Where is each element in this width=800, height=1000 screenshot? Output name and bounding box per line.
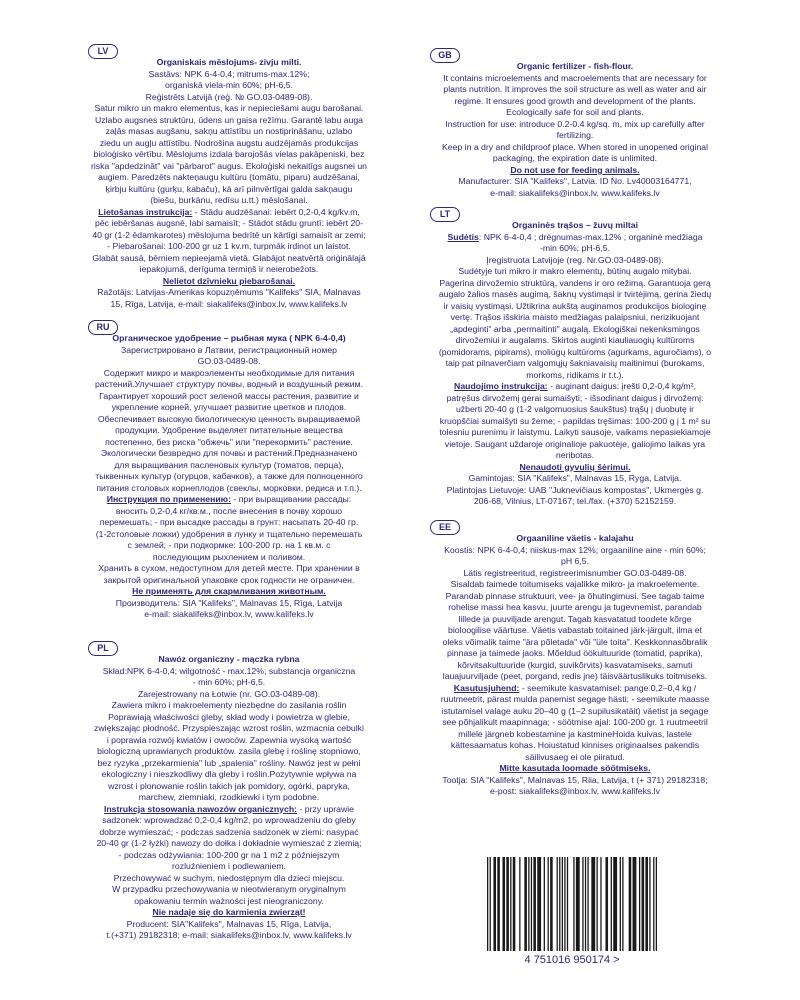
pl-line-4: Zarejestrowany na Łotwie (nr. GO.03-0489-08). (137, 688, 321, 699)
barcode-bar (544, 857, 545, 951)
lt-line-2: Sudėtis: NPK 6-4-0,4 ; drėgnumas-max.12% ; organinė medžiaga (447, 231, 703, 242)
lt-line-18: kruopščiai sumaišyti su žeme; - papildas tręšimas: 100-200 g į 1 m² su (439, 415, 711, 426)
lv-line-18: Glabāt sausā, bērniem nepieejamā vietā. Glabājot neatvērtā oriģinālajā (92, 252, 366, 263)
ee-line-12: kõrvitsakultuuride (kurgid, suvikõrvits) kasvatamiseks, samuti (457, 659, 693, 670)
ee-line-7: rohelise massi hea kasvu, juurte arengu ja tugevnemist, parandab (448, 602, 702, 612)
pl-line-18: - podczas odżywiania: 100-200 gr na 1 m2 z późniejszym (118, 849, 340, 860)
lt-line-12: (pomidorams, pipirams), moliūgų kultūroms (agurkams, aguročiams), o (438, 346, 712, 357)
barcode-bar (497, 857, 500, 951)
pl-line-17: 20-40 gr (1-2 łyżki) nawozy do dołka i dokładnie wymieszać z ziemią; (96, 838, 362, 848)
gb-line-5: Ecologically safe for soil and plants. (506, 107, 644, 117)
lv-line-15: pēc iebēršanas augsnē, labi samaisīt; - Stādot stādu gruntī: iebērt 20- (94, 218, 364, 228)
gb-line-7: fertilizing. (556, 130, 594, 140)
pl-line-1: Nawóz organiczny - mączka rybna (158, 654, 300, 664)
ee-line-6: Parandab pinnase struktuuri, vee- ja õhutingimusi. See tagab taime (445, 590, 705, 601)
barcode-bar (596, 857, 597, 951)
ru-line-13: тыквенных культур (огурцов, кабачков), а также для полноценного (95, 471, 363, 481)
pl-line-24: Producent: SIA"Kalifeks", Malnavas 15, Rīga, Latvija, (126, 918, 332, 929)
ee-line-10: oleks võimalik taime "ära põletada" või "üle toita". Keskkonnasõbralik (442, 636, 708, 647)
lv-line-13: (biešu, burkānu, redīsu u.tt.) mēslošanai. (150, 195, 308, 205)
ru-line-25: e-mail: siakalifeks@inbox.lv, www.kalifeks.lv (144, 609, 314, 619)
language-badge-pl: PL (88, 641, 118, 656)
section-ee (430, 520, 720, 798)
barcode-bar (653, 857, 654, 951)
ru-line-16: вносить 0,2-0,4 кг/кв.м., после внесения в почву хорошо (115, 505, 343, 516)
barcode-bar (524, 857, 527, 951)
ee-line-2: Koostis: NPK 6-4-0,4; niiskus-max 12%; orgaaniline aine - min 60%; (444, 544, 706, 555)
ee-line-4: Lätis registreeritud, registreerimisnumber GO.03-0489-08. (463, 567, 687, 578)
lv-line-7: zaļās masas augšanu, sakņu attīstību un nostiprināšanu, uzlabo (105, 126, 353, 136)
gb-line-8: Keep in a dry and childproof place. When stored in unopened original (441, 141, 709, 152)
barcode-bar (513, 857, 516, 951)
language-badge-ee: EE (430, 520, 460, 535)
lt-line-21: neribotas. (555, 450, 595, 460)
gb-line-9: packaging, the expiration date is unlimited. (492, 153, 658, 163)
section-lt-text (430, 207, 720, 508)
barcode-bar (629, 857, 632, 951)
lt-line-9: vertę. Trąšos išskiria maisto medžiagas palaipsniui, nerizikuojant (450, 312, 700, 322)
lt-line-6: Pagerina dirvožemio struktūrą, vandens ir oro režimą. Garantuoja gerą (439, 277, 711, 288)
pl-line-23: Nie nadaje się do karmienia zwierząt! (152, 907, 306, 917)
lt-line-23: Gamintojas: SIA "Kalifeks", Malnavas 15, Ryga, Latvija. (468, 473, 682, 483)
barcode-bar (564, 857, 565, 951)
barcode-bar (639, 857, 640, 951)
section-lt (430, 207, 720, 508)
pl-line-22: opakowaniu termin ważności jest nieograniczony. (134, 895, 324, 906)
barcode-bars (487, 857, 657, 951)
barcode-bar (620, 857, 621, 951)
ru-line-2: Зарегистрировано в Латвии, регистрационный номер (120, 344, 338, 355)
lt-line-13: taip pat pilnaverčiam valgomųjų šakniavaisių maitinimui (burokams, (445, 358, 705, 368)
ee-line-20: säilivusaeg ei ole piiratud. (525, 751, 625, 762)
section-gb-text (430, 48, 720, 199)
pl-line-20: Przechowywać w suchym, niedostępnym dla dzieci miejscu. (113, 872, 345, 883)
lv-line-10: riska "apdedzināt" vai "pārbarot" augus. Ekoloģiski nekaitīgs augsnei un (90, 160, 368, 171)
pl-line-12: wzrost i plonowanie roślin takich jak pomidory, ogórki, papryka, (108, 780, 350, 791)
lt-line-15: Naudojimo instrukcija: - auginant daigus: įrešti 0,2-0,4 kg/m², (454, 381, 696, 391)
ee-line-23: e-post: siakalifeks@inbox.lv, www.kalifeks.lv (490, 786, 660, 796)
barcode-bar (533, 857, 536, 951)
ee-line-18: millele järgneb kobestamine ja kastmineHoida kuivas, lastele (458, 728, 692, 739)
barcode-bar (645, 857, 648, 951)
lv-line-8: ziedu un augļu attīstību. Nodrošina augstu audzējamās produkcijas (99, 137, 359, 148)
lt-line-5: Sudėtyje turi mikro ir makro elementų, būtinų augalo mitybai. (458, 266, 692, 276)
barcode-bar (502, 857, 505, 951)
barcode-bar (567, 857, 568, 951)
barcode-bar (557, 857, 558, 951)
language-badge-lv: LV (88, 44, 118, 59)
ru-line-21: Хранить в сухом, недоступном для детей месте. При хранении в (98, 563, 360, 573)
language-badge-lt: LT (430, 207, 460, 222)
ee-line-11: pinnase ja taimede jaoks. Mõeldud öökultuuride (tomatid, paprika), (447, 648, 703, 658)
ee-line-14: Kasutusjuhend: - seemikute kasvatamisel: pange 0,2–0,4 kg / (453, 682, 697, 693)
lt-line-16: patręšus dirvožemį gerai sumaišyti; - išsodinant daigus į dirvožemį: (446, 392, 704, 403)
lv-line-11: augiem. Paredzēts nakteņaugu kultūru (tomātu, piparu) audzēšanai, (98, 172, 360, 182)
barcode-bar (573, 857, 574, 951)
barcode-bar (656, 857, 657, 951)
ru-line-23: Не применять для скармливания животным. (132, 586, 326, 596)
ee-line-5: Sisaldab taimede toitumiseks vajalikke mikro- ja makroelemente. (450, 579, 700, 589)
pl-line-5: Zawiera mikro i makroelementy niezbędne do zasilania roślin (111, 700, 347, 710)
gb-line-3: plants nutrition. It improves the soil structure as well as water and air (443, 84, 707, 94)
ru-line-8: Обеспечивает высокую биологическую ценность выращиваемой (97, 413, 361, 424)
pl-line-21: W przypadku przechowywania w nieotwieranym oryginalnym (112, 884, 346, 894)
ru-line-12: для выращивания пасленовых культур (томатов, перца), (114, 459, 344, 470)
barcode-bar (487, 857, 488, 951)
lv-line-20: Nelietot dzīvnieku piebarošanai. (162, 275, 296, 286)
barcode-bar (622, 857, 623, 951)
lv-line-16: 40 gr (1-2 ēdamkarotes) mēslojuma bedrītē un kārtīgi samaisīt ar zemi; (92, 229, 366, 240)
gb-line-10: Do not use for feeding animals. (510, 164, 640, 175)
language-badge-gb: GB (430, 48, 460, 63)
section-pl (88, 641, 370, 942)
ru-line-18: (1-2столовые ложки) удобрения в лунку и тщательно перемешать (95, 528, 363, 539)
lt-line-11: dirvožemiui ir augalams. Skirtos auginti kiauliauogių kultūroms (455, 335, 695, 345)
pl-line-13: marchew, ziemniaki, rzodkiewki i tym podobne. (138, 792, 320, 802)
lt-line-19: tolesniu purenimu ir laistymu. Laikyti sausoje, vaikams nepasiekiamoje (439, 427, 711, 437)
ee-line-19: kättesaamatus kohas. Hoiustatud kinnises originaalses pakendis (450, 740, 700, 750)
lv-line-17: - Piebarošanai: 100-200 gr uz 1 kv.m, turpmāk irdinot un laistot. (107, 241, 351, 251)
section-lv (88, 44, 370, 310)
section-ee-text (430, 520, 720, 798)
lv-line-1: Organiskais mēslojums- zivju milti. (156, 57, 302, 67)
ee-line-9: bioloogilise väärtuse. Väetis vabastab toitained järk-järgult, ilma et (447, 625, 702, 635)
ee-line-3: pH 6,5. (560, 556, 589, 566)
ee-line-17: see põhjalikult maapinnaga; - söötmise ajal: 100-200 gr. 1 ruutmeetril (442, 717, 708, 727)
barcode-bar (585, 857, 586, 951)
ru-line-7: укрепление корней, улучшает развитие цветков и плодов. (111, 402, 347, 412)
ru-line-9: продукции. Удобрение выделяет питательные вещества (115, 425, 343, 435)
barcode-bar (649, 857, 650, 951)
lt-line-4: Įregistruota Latvijoje (reg. Nr.GO.03-0489-08). (486, 254, 664, 265)
ru-line-14: питания столовых корнеплодов (свеклы, морковки, редиса и т.п.). (96, 482, 362, 493)
section-pl-text (88, 641, 370, 942)
barcode-bar (611, 857, 612, 951)
barcode (487, 857, 657, 967)
ru-line-5: растений.Улучшает структуру почвы, водный и воздушный режим. (94, 379, 364, 389)
barcode-bar (490, 857, 491, 951)
barcode-bar (559, 857, 560, 951)
lt-line-25: 206-68, Vilnius, LT-07167; tel./fax. (+370) 52152159. (473, 496, 677, 506)
ru-line-15: Инструкция по применению: - при выращивании рассады: (106, 494, 352, 504)
pl-line-8: i poprawia rozwój kwiatów i owoców. Zapewnia wysoką wartość (106, 734, 352, 745)
lt-line-17: užberti 20-40 g (1-2 valgomuosius šaukštus) trąšų į duobutę ir (455, 404, 695, 414)
lv-line-5: Satur mikro un makro elementus, kas ir nepieciešami augu barošanai. (94, 103, 364, 113)
barcode-bar (587, 857, 588, 951)
lt-line-7: augalo žalios masės augimą, šaknų vystimąsi ir tvirtėjimą, gerina žiedų (438, 289, 712, 299)
ee-line-21: Mitte kasutada loomade söötmiseks. (499, 763, 651, 773)
gb-line-12: e-mail: siakalifeks@inbox.lv, www.kalifeks.lv (490, 187, 660, 198)
lt-line-3: -min 60%; pH-6,5. (539, 243, 610, 253)
pl-line-19: rozluźnieniem i podlewaniem. (172, 861, 286, 871)
lv-line-3: organiskā viela-min 60%; pH-6,5. (165, 80, 293, 90)
barcode-bar (613, 857, 617, 951)
pl-line-2: Skład:NPK 6-4-0,4; wilgotność - max.12%; substancja organiczna (102, 665, 356, 676)
ee-line-1: Orgaaniline väetis - kalajahu (516, 533, 634, 543)
pl-line-7: zwiększając płodność. Przyspieszając wzrost roślin, wzmacnia cebulki (94, 723, 364, 733)
ru-line-3: GO.03-0489-08. (197, 356, 261, 366)
gb-line-2: It contains microelements and macroelements that are necessary for (443, 72, 707, 83)
lt-line-24: Platintojas Lietuvoje: UAB "Juknevičiaus kompostas", Ukmergės g. (446, 484, 704, 495)
pl-line-14: Instrukcja stosowania nawozów organicznych: - przy uprawie (103, 803, 355, 814)
lv-line-19: iepakojumā, derīguma termiņš ir neierobežots. (139, 264, 319, 274)
barcode-digits: 4 751016 950174 > (524, 954, 620, 966)
lt-line-10: „apdeginti" arba „permaitinti" augalą. Ekologiškai nekenksmingos (450, 323, 700, 334)
barcode-bar (528, 857, 529, 951)
ru-line-17: перемешать; - при высадке рассады в грунт: насыпать 20-40 гр. (99, 517, 359, 527)
pl-line-11: ekologiczny i nieszkodliwy dla gleby i roślin.Pozytywnie wpływa na (101, 769, 357, 779)
lv-line-14: Lietošanas instrukcija: - Stādu audzēšanai: iebērt 0,2-0,4 kg/kv.m, (98, 206, 360, 217)
lv-line-12: ķirbju kultūru (gurķu, kabaču), kā arī pilnvērtīgai galda sakņaugu (105, 183, 353, 194)
pl-line-10: bez ryzyka „przekarmienia" lub „spalenia" rośliny. Nawóz jest w pełni (97, 757, 361, 768)
pl-line-9: biologiczną uprawianych produktów. zasila glebę i roślinę stopniowo, (97, 746, 361, 756)
ru-line-6: Гарантирует хороший рост зеленой массы растения, развитие и (99, 390, 359, 401)
lt-line-8: ir vaisių vystimąsi. Užtikrina aukštą auginamos produkcijos biologinę (443, 300, 707, 311)
barcode-bar (519, 857, 520, 951)
ru-line-11: Экологически безвредно для почвы и растений.Предназначено (100, 448, 358, 458)
barcode-bar (576, 857, 580, 951)
lv-line-21: Ražotājs: Latvijas-Amerikas kopuzņēmums "Kalifeks" SIA, Malnavas (97, 287, 361, 297)
barcode-bar (550, 857, 553, 951)
barcode-bar (537, 857, 541, 951)
pl-line-16: dobrze wymieszać; - podczas sadzenia sadzonek w ziemi: nasypać (99, 826, 359, 837)
ru-line-1: Органическое удобрение – рыбная мука ( NPK 6-4-0,4) (112, 333, 346, 343)
barcode-bar (591, 857, 595, 951)
pl-line-6: Poprawiają właściwości gleby, skład wody i powietrza w glebie, (108, 711, 350, 722)
barcode-bar (582, 857, 583, 951)
gb-line-11: Manufacturer: SIA "Kalifeks", Latvia. ID No. Lv40003164771, (458, 176, 692, 186)
lv-line-22: 15, Rīga, Latvija, e-mail: siakalifeks@inbox.lv, www.kalifeks.lv (110, 298, 348, 309)
gb-line-4: regime. It ensures good growth and development of the plants. (454, 95, 696, 106)
lt-line-20: vietoje. Saugant uždaroje originalioje pakuotėje, galiojimo laikas yra (444, 438, 706, 449)
barcode-bar (548, 857, 549, 951)
ru-line-4: Содержит микро и макроэлементы необходимые для питания (103, 367, 355, 378)
barcode-bar (531, 857, 532, 951)
lv-line-6: Uzlabo augsnes struktūru, ūdens un gaisa režīmu. Garantē labu auga (94, 114, 364, 125)
lt-line-14: morkoms, ridikams ir t.t.). (526, 369, 624, 380)
barcode-bar (506, 857, 509, 951)
ru-line-24: Производитель: SIA "Kalifeks", Malnavas 15, Rīga, Latvija (115, 597, 343, 608)
ru-line-10: постепенно, без риска "обжечь" или "перекормить" растение. (105, 436, 353, 447)
section-ru-text (88, 320, 370, 621)
barcode-bar (633, 857, 637, 951)
pl-line-15: sadzonek: wprowadzać 0,2-0,4 kg/m2, po wprowadzeniu do gleby (102, 815, 356, 825)
section-gb (430, 48, 720, 199)
ru-line-19: с землей; - при подкормке: 100-200 гр. на 1 кв.м. с (127, 540, 331, 550)
gb-line-1: Organic fertilizer - fish-flour. (516, 61, 634, 71)
gb-line-6: Instruction for use: introduce 0.2-0.4 kg/sq. m, mix up carefully after (445, 118, 705, 129)
barcode-bar (562, 857, 563, 951)
ee-line-13: lauajuurviljade (peet, porgand, redis jne) täisväärtuslikuks toitmiseks. (442, 671, 708, 681)
section-lv-text (88, 44, 370, 310)
lt-line-1: Organinės trąšos – žuvų miltai (511, 220, 638, 230)
lt-line-22: Nenaudoti gyvulių šėrimui. (519, 461, 631, 472)
lv-line-9: bioloģisko vērtību. Mēslojums izdala barojošās vielas pakāpeniski, bez (93, 149, 365, 159)
pl-line-25: t.(+371) 29182318; e-mail: siakalifeks@inbox.lv, www.kalifeks.lv (106, 930, 352, 940)
ee-line-15: ruutmeetrit, pärast mulda panemist segage hästi; - seemikute maasse (440, 694, 710, 704)
barcode-bar (510, 857, 511, 951)
pl-line-3: - min 60%; pH-6,5. (192, 677, 266, 687)
lv-line-2: Sastāvs: NPK 6-4-0,4; mitrums-max.12%; (148, 68, 310, 79)
barcode-bar (642, 857, 645, 951)
ee-line-8: lillede ja puuviljade arengut. Tagab kasvatatud toodete kõrge (458, 613, 692, 624)
language-badge-ru: RU (88, 320, 118, 335)
ee-line-16: istutamisel valage auku 20–40 g (1–2 supilusikatäit) väetist ja segage (441, 705, 709, 716)
ee-line-22: Tootja: SIA "Kalifeks", Malnavas 15, Riia, Latvija, t (+ 371) 29182318; (442, 774, 708, 785)
barcode-bar (605, 857, 608, 951)
barcode-bar (600, 857, 601, 951)
lv-line-4: Reģistrēts Latvijā (reģ. № GO.03-0489-08). (145, 91, 313, 102)
section-ru (88, 320, 370, 621)
ru-line-20: последующим рыхлением и поливом. (152, 551, 306, 562)
ru-line-22: закрытой оригинальной упаковке срок годности не ограничен. (103, 574, 355, 585)
barcode-bar (493, 857, 496, 951)
